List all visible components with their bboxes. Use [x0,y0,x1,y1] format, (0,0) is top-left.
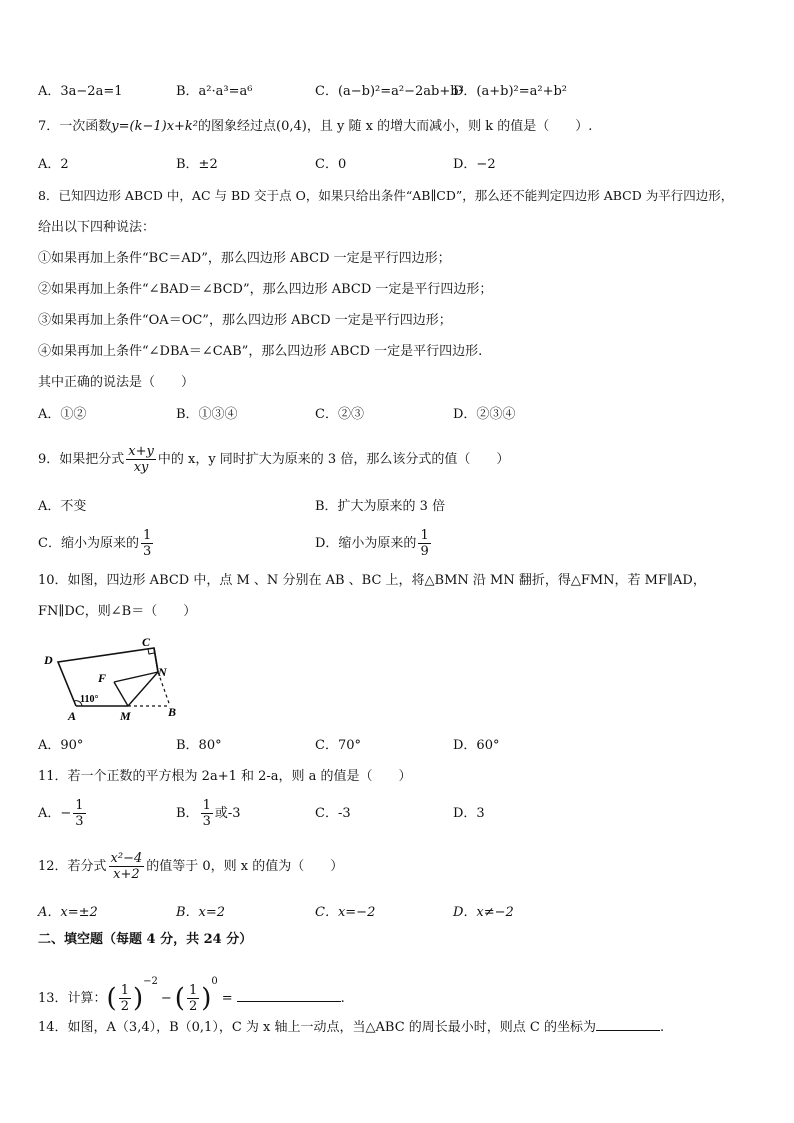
q12-option-c: C．x=−2 [315,905,376,920]
q9-fraction [126,444,156,475]
q13-equals: = [221,991,233,1006]
q11-option-a-numerator: 1 [75,798,84,813]
q7-tail: ，且 y 随 x 的增大而减小，则 k 的值是（ ）. [306,119,593,134]
q8-option-b: B．①③④ [176,407,238,422]
q11-stem: 11．若一个正数的平方根为 2a+1 和 2-a，则 a 的值是（ ） [38,769,412,784]
q6-option-c: C．(a−b)²=a²−2ab+b² [315,84,464,99]
q9-option-c-numerator: 1 [142,528,152,543]
q13-minus: − [160,991,172,1006]
q10-stem-line2: FN∥DC，则∠B＝（ ） [38,604,197,619]
q11-option-b [176,792,241,836]
q10-label-f: F [98,671,107,685]
q10-option-d: D．60° [453,738,500,753]
q7-option-d: D．−2 [453,157,496,172]
q14-answer-blank[interactable] [596,1030,660,1031]
q11-option-b-label: B． [176,806,199,821]
q12-option-d: D．x≠−2 [453,905,514,920]
q14-tail: . [659,1020,665,1035]
q14-stem [38,1020,664,1036]
q9-option-c-label: C．缩小为原来的 [38,536,139,551]
q10-label-a: A [68,709,77,723]
q13-fraction-2-numerator: 1 [188,983,198,998]
q10-label-m: M [120,709,131,723]
q9-option-c-denominator: 3 [142,544,152,559]
q13-paren-close-2: ) [201,983,212,1014]
q11-option-b-numerator: 1 [202,798,211,813]
q7-expression: y=(k−1)x+k² [111,119,199,134]
q7-option-a: A．2 [38,157,69,172]
q11-option-b-denominator: 3 [202,814,211,829]
q10-option-a: A．90° [38,738,84,753]
q13-fraction-1 [119,983,131,1014]
q9-option-d-numerator: 1 [420,528,429,543]
q11-option-a-label: A．− [38,806,72,821]
q11-option-d: D．3 [453,806,485,821]
q9-option-a: A．不变 [38,499,87,514]
q13-answer-blank[interactable] [237,1001,341,1002]
q10-label-c: C [142,635,151,649]
q7-option-c: C．0 [315,157,347,172]
q6-option-d: D．(a+b)²=a²+b² [453,84,568,99]
q8-stem-line2: 给出以下四种说法： [38,220,156,235]
q13-tail: . [340,991,345,1006]
q11-option-a [38,792,88,836]
q7-mid: 的图象经过点 [198,119,277,134]
q12-fraction [109,851,145,882]
q9-option-d [315,522,433,566]
q13-stem [38,958,345,1023]
q13-fraction-1-denominator: 2 [120,999,129,1014]
q9-stem [38,438,509,482]
q10-label-n: N [158,665,167,679]
q8-statement-3: ③如果再加上条件“OA＝OC”，那么四边形 ABCD 一定是平行四边形； [38,313,452,328]
q8-statement-1: ①如果再加上条件“BC＝AD”，那么四边形 ABCD 一定是平行四边形； [38,251,451,266]
q11-option-c: C．-3 [315,806,351,821]
q10-label-b: B [168,705,177,719]
q10-right-angle-mark [148,649,154,654]
q7-stem [38,119,592,135]
q13-fraction-1-numerator: 1 [120,983,129,998]
q11-option-b-fraction [201,798,213,829]
q6-option-b: B．a²·a³=a⁶ [176,84,253,99]
q13-paren-open-2: ( [174,983,185,1014]
q8-option-c: C．②③ [315,407,364,422]
q10-quadrilateral [58,648,158,706]
q8-question: 其中正确的说法是（ ） [38,375,195,390]
q10-segment-mf [114,682,128,706]
q9-fraction-denominator: xy [133,460,149,475]
q9-option-d-denominator: 9 [420,544,429,559]
q9-option-c-fraction [141,528,153,559]
q8-option-a: A．①② [38,407,87,422]
q10-angle-label: 110° [80,694,99,705]
q7-option-b: B．±2 [176,157,218,172]
q13-prefix: 13．计算： [38,991,107,1006]
q9-fraction-numerator: x+y [128,444,154,459]
q12-fraction-numerator: x²−4 [110,851,143,866]
q12-stem [38,845,343,889]
q12-fraction-denominator: x+2 [113,867,140,882]
q12-option-b: B．x=2 [176,905,226,920]
q10-option-c: C．70° [315,738,361,753]
q9-tail: 中的 x，y 同时扩大为原来的 3 倍，那么该分式的值（ ） [157,452,510,467]
q14-text: 14．如图，A（3,4），B（0,1），C 为 x 轴上一动点，当△ABC 的周长最小时，则点 C 的坐标为 [38,1020,596,1035]
q9-option-d-fraction [418,528,430,559]
q11-option-b-tail: 或-3 [214,806,241,821]
q13-exponent-1: −2 [143,976,158,987]
q9-option-c [38,522,155,566]
q7-point: (0,4) [276,119,307,134]
q11-option-a-denominator: 3 [75,814,84,829]
q12-tail: 的值等于 0，则 x 的值为（ ） [146,859,344,874]
q9-option-b: B．扩大为原来的 3 倍 [315,499,446,514]
q10-option-b: B．80° [176,738,222,753]
q11-option-a-fraction [73,798,85,829]
q12-prefix: 12．若分式 [38,859,107,874]
q13-paren-open-1: ( [106,983,117,1014]
q9-option-d-label: D．缩小为原来的 [315,536,417,551]
q9-prefix: 9．如果把分式 [38,452,125,467]
q8-statement-4: ④如果再加上条件“∠DBA＝∠CAB”，那么四边形 ABCD 一定是平行四边形. [38,344,483,359]
q8-option-d: D．②③④ [453,407,516,422]
q6-option-a: A．3a−2a=1 [38,84,123,99]
q8-stem-line1: 8．已知四边形 ABCD 中，AC 与 BD 交于点 O，如果只给出条件“AB∥CD”，那么还不能判定四边形 ABCD 为平行四边形， [38,188,734,203]
q12-option-a: A．x=±2 [38,905,98,920]
q10-figure [36,632,186,724]
q13-fraction-2-denominator: 2 [188,999,198,1014]
section-2-heading: 二、填空题（每题 4 分，共 24 分） [38,932,253,947]
q8-statement-2: ②如果再加上条件“∠BAD＝∠BCD”，那么四边形 ABCD 一定是平行四边形； [38,282,493,297]
q7-prefix: 7．一次函数 [38,119,112,134]
q13-exponent-2: 0 [211,976,218,987]
q10-label-d: D [44,653,53,667]
q10-stem-line1: 10．如图，四边形 ABCD 中，点 M 、N 分别在 AB 、BC 上，将△BMN 沿 MN 翻折，得△FMN，若 MF∥AD， [38,573,706,588]
q13-paren-close-1: ) [132,983,144,1014]
q13-fraction-2 [187,983,199,1014]
